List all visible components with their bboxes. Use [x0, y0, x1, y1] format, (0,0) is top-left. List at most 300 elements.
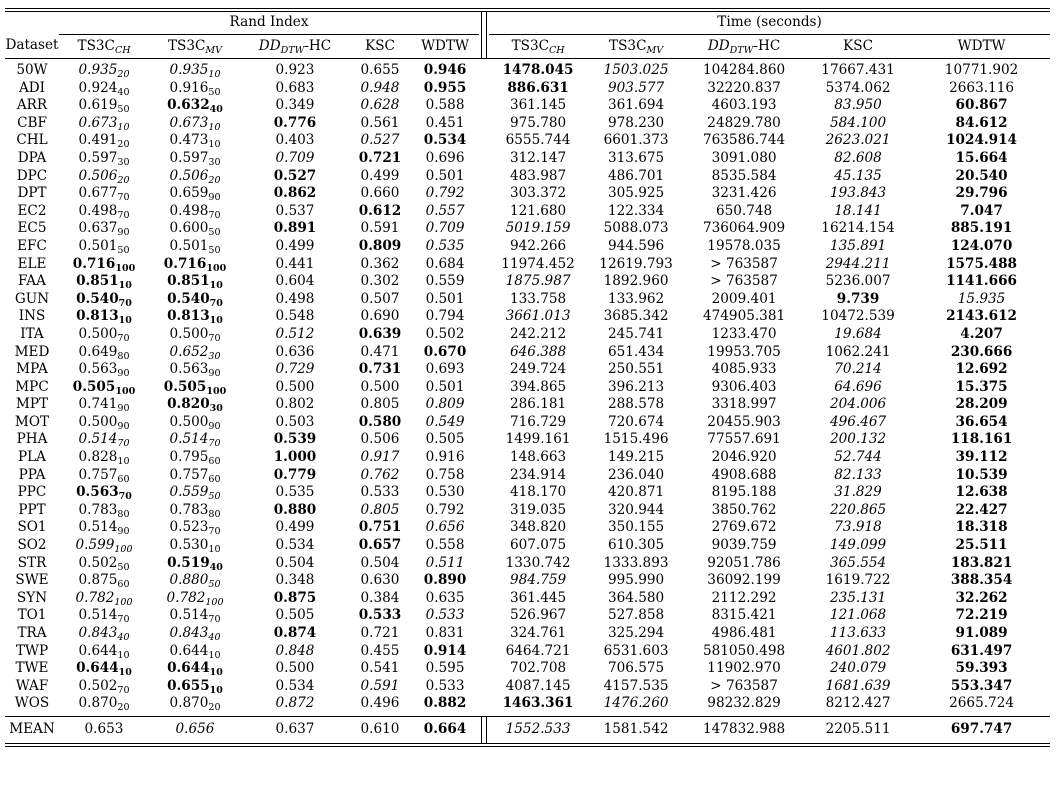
- time-cell: 245.741: [607, 325, 665, 342]
- table-row: [5, 537, 1050, 555]
- mean-time-cell: 147832.988: [702, 721, 786, 738]
- time-cell: 483.987: [509, 167, 567, 184]
- time-cell: 1463.361: [502, 695, 574, 712]
- table-row: [5, 590, 1050, 608]
- rand-index-cell: 0.872: [275, 695, 315, 712]
- rand-index-cell: 0.948: [360, 79, 400, 96]
- time-cell: 312.147: [509, 149, 567, 166]
- time-cell: 15.375: [955, 378, 1008, 395]
- time-cell: 313.675: [607, 149, 665, 166]
- rand-index-cell: $0.619_{50}$: [78, 97, 130, 116]
- time-cell: 8535.584: [711, 167, 777, 184]
- time-cell: 2665.724: [949, 695, 1014, 712]
- time-cell: 984.759: [509, 572, 567, 589]
- time-cell: > 763587: [710, 677, 778, 694]
- table-row: [5, 396, 1050, 414]
- rand-index-cell: 0.636: [275, 343, 315, 360]
- column-header-rand-ts3cch: $TS3C_{CH}$: [77, 37, 131, 56]
- time-cell: 133.962: [607, 290, 665, 307]
- time-cell: 394.865: [509, 378, 567, 395]
- mean-time-cell: 697.747: [950, 721, 1013, 738]
- column-header-rand-ts3cmv: $TS3C_{MV}$: [167, 37, 223, 56]
- rand-index-cell: 0.612: [358, 202, 402, 219]
- time-cell: 9.739: [836, 290, 880, 307]
- rand-index-cell: 0.776: [273, 114, 317, 131]
- rand-index-cell: $0.820_{30}$: [167, 396, 223, 415]
- table-row: [5, 308, 1050, 326]
- time-cell: 9039.759: [711, 537, 777, 554]
- rand-index-cell: $0.519_{40}$: [167, 554, 223, 573]
- rand-index-cell: $0.659_{90}$: [169, 185, 221, 204]
- rand-index-cell: $0.514_{90}$: [78, 519, 130, 538]
- time-cell: 149.099: [829, 537, 887, 554]
- time-cell: 6464.721: [505, 642, 571, 659]
- rand-index-cell: $0.880_{50}$: [169, 572, 221, 591]
- dataset-name-cell: SYN: [16, 589, 48, 606]
- rand-index-cell: 0.506: [360, 431, 400, 448]
- rand-index-cell: $0.644_{10}$: [78, 642, 130, 661]
- rand-index-cell: 0.500: [360, 378, 400, 395]
- dataset-name-cell: CBF: [17, 114, 47, 131]
- rand-index-cell: $0.563_{90}$: [169, 361, 221, 380]
- rand-index-cell: 0.670: [423, 343, 467, 360]
- time-cell: 942.266: [509, 237, 567, 254]
- time-cell: 320.944: [607, 501, 665, 518]
- time-cell: 526.967: [509, 607, 567, 624]
- time-cell: 1330.742: [505, 554, 571, 571]
- rand-index-cell: $0.498_{70}$: [78, 202, 130, 221]
- column-separator: [479, 80, 489, 98]
- time-cell: 361.694: [607, 97, 665, 114]
- time-cell: 19578.035: [707, 237, 781, 254]
- time-cell: 2769.672: [711, 519, 777, 536]
- column-separator: [479, 115, 489, 133]
- rand-index-cell: 0.505: [425, 431, 465, 448]
- dataset-name-cell: INS: [18, 308, 46, 325]
- rand-index-cell: $0.916_{50}$: [169, 79, 221, 98]
- rand-index-cell: 0.890: [423, 572, 467, 589]
- dataset-name-cell: ELE: [17, 255, 47, 272]
- rand-index-cell: $0.563_{70}$: [76, 484, 132, 503]
- time-cell: 2112.292: [711, 589, 777, 606]
- time-cell: 324.761: [509, 625, 567, 641]
- table-row: [5, 431, 1050, 449]
- rand-index-cell: $0.782_{100}$: [166, 589, 224, 608]
- rand-index-cell: 0.792: [425, 185, 465, 202]
- dataset-name-cell: PPC: [17, 484, 47, 501]
- column-separator: [479, 256, 489, 274]
- rand-index-cell: $0.501_{50}$: [169, 237, 221, 256]
- rand-index-cell: 0.660: [360, 185, 400, 202]
- mean-rand-index-cell: 0.664: [423, 721, 467, 738]
- rand-index-cell: $0.783_{80}$: [169, 501, 221, 520]
- table-row: [5, 256, 1050, 274]
- rand-index-cell: $0.506_{20}$: [169, 167, 221, 186]
- column-separator: [479, 59, 489, 80]
- rand-index-cell: 0.537: [275, 202, 315, 219]
- rand-index-cell: $0.649_{80}$: [78, 343, 130, 362]
- rand-index-cell: 0.496: [360, 695, 400, 712]
- column-header-time-ts3cmv: $TS3C_{MV}$: [609, 37, 664, 56]
- time-cell: 286.181: [509, 396, 567, 413]
- time-cell: 12.692: [955, 361, 1008, 378]
- rand-index-cell: 0.561: [360, 114, 400, 131]
- time-cell: 204.006: [829, 396, 887, 413]
- rand-index-cell: 0.946: [423, 62, 467, 78]
- rand-index-cell: 0.548: [275, 308, 315, 325]
- rand-index-cell: 0.349: [275, 97, 315, 114]
- rand-index-cell: 0.875: [273, 589, 317, 606]
- time-cell: 3091.080: [711, 149, 777, 166]
- rand-index-cell: $0.644_{10}$: [76, 660, 132, 679]
- column-separator: [479, 379, 489, 397]
- dataset-name-cell: ARR: [16, 97, 48, 114]
- time-cell: 706.575: [607, 660, 665, 677]
- rand-index-cell: $0.559_{50}$: [169, 484, 221, 503]
- time-cell: 121.068: [829, 607, 887, 624]
- column-separator: [479, 396, 489, 414]
- time-cell: 11902.970: [707, 660, 781, 677]
- time-cell: 200.132: [829, 431, 887, 448]
- rand-index-cell: 0.498: [275, 290, 315, 307]
- rand-index-cell: 0.499: [275, 237, 315, 254]
- rand-index-cell: 0.794: [425, 308, 465, 325]
- rand-index-cell: 0.655: [360, 62, 400, 78]
- time-cell: 5088.073: [603, 220, 669, 237]
- rand-index-cell: 0.499: [275, 519, 315, 536]
- time-cell: 3685.342: [603, 308, 669, 325]
- rand-index-cell: $0.506_{20}$: [78, 167, 130, 186]
- table-row: [5, 80, 1050, 98]
- rand-index-cell: 0.805: [360, 501, 400, 518]
- rand-index-cell: 0.917: [360, 449, 400, 466]
- time-cell: 98232.829: [707, 695, 781, 712]
- rand-index-cell: $0.514_{70}$: [169, 607, 221, 626]
- table-row: [5, 414, 1050, 432]
- time-cell: 995.990: [607, 572, 665, 589]
- rand-index-cell: $0.502_{50}$: [78, 554, 130, 573]
- column-separator: [479, 484, 489, 502]
- time-cell: 72.219: [955, 607, 1008, 624]
- table-row: [5, 660, 1050, 678]
- time-cell: 9306.403: [711, 378, 777, 395]
- column-header-rand-ksc: KSC: [365, 37, 395, 54]
- time-cell: 20455.903: [707, 413, 781, 430]
- table-row: [5, 502, 1050, 520]
- rand-index-cell: 0.504: [275, 554, 315, 571]
- rand-index-cell: 0.731: [358, 361, 402, 378]
- dataset-name-cell: DPT: [17, 185, 47, 202]
- table-row: [5, 59, 1050, 80]
- rand-index-cell: $0.644_{10}$: [169, 642, 221, 661]
- time-cell: 4986.481: [711, 625, 777, 641]
- rand-index-cell: 0.762: [360, 466, 400, 483]
- rand-index-cell: $0.540_{70}$: [167, 290, 223, 309]
- time-cell: 581050.498: [702, 642, 786, 659]
- rand-index-cell: 0.916: [425, 449, 465, 466]
- time-cell: 59.393: [955, 660, 1008, 677]
- time-cell: 319.035: [509, 501, 567, 518]
- rand-index-cell: 0.657: [358, 537, 402, 554]
- rand-index-cell: $0.600_{50}$: [169, 220, 221, 239]
- column-separator: [479, 414, 489, 432]
- mean-rand-index-cell: 0.610: [360, 721, 400, 738]
- table-row: [5, 572, 1050, 590]
- rand-index-cell: 0.758: [425, 466, 465, 483]
- time-cell: 230.666: [950, 343, 1013, 360]
- rand-index-cell: 0.709: [425, 220, 465, 237]
- dataset-name-cell: MPA: [16, 361, 48, 378]
- time-cell: 903.577: [607, 79, 665, 96]
- rand-index-cell: 0.882: [423, 695, 467, 712]
- column-separator: [479, 168, 489, 186]
- rand-index-cell: 0.499: [360, 167, 400, 184]
- time-cell: > 763587: [710, 255, 778, 272]
- rand-index-cell: $0.935_{10}$: [169, 62, 221, 80]
- time-cell: 25.511: [955, 537, 1008, 554]
- column-separator: [479, 361, 489, 379]
- time-cell: 20.540: [955, 167, 1008, 184]
- time-cell: 29.796: [955, 185, 1008, 202]
- time-cell: 702.708: [509, 660, 567, 677]
- time-cell: 4157.535: [603, 677, 669, 694]
- column-header-time-wdtw: WDTW: [957, 37, 1006, 54]
- time-cell: 10.539: [955, 466, 1008, 483]
- time-cell: 77557.691: [707, 431, 781, 448]
- time-cell: 104284.860: [702, 62, 786, 78]
- time-cell: 1499.161: [505, 431, 571, 448]
- rand-index-cell: 0.604: [275, 273, 315, 290]
- rand-index-cell: $0.757_{60}$: [169, 466, 221, 485]
- time-cell: 646.388: [509, 343, 567, 360]
- column-separator: [479, 431, 489, 449]
- time-cell: 18.318: [955, 519, 1008, 536]
- time-cell: 650.748: [715, 202, 773, 219]
- rand-index-cell: $0.500_{70}$: [169, 325, 221, 344]
- time-cell: 83.950: [834, 97, 882, 114]
- time-cell: 124.070: [950, 237, 1013, 254]
- column-separator: [479, 467, 489, 485]
- rand-index-cell: 0.533: [425, 677, 465, 694]
- table-row: [5, 238, 1050, 256]
- rand-index-cell: $0.924_{40}$: [78, 79, 130, 98]
- rand-index-cell: 0.635: [425, 589, 465, 606]
- rand-index-cell: $0.795_{60}$: [169, 449, 221, 468]
- rand-index-cell: 0.507: [360, 290, 400, 307]
- time-cell: 19.684: [834, 325, 882, 342]
- rand-index-cell: 0.891: [273, 220, 317, 237]
- rand-index-cell: 0.588: [425, 97, 465, 114]
- time-cell: 60.867: [955, 97, 1008, 114]
- time-cell: 2046.920: [711, 449, 777, 466]
- dataset-name-cell: PPT: [18, 501, 46, 518]
- rand-index-cell: $0.782_{100}$: [75, 589, 133, 608]
- time-cell: 553.347: [950, 677, 1013, 694]
- time-cell: 8195.188: [711, 484, 777, 501]
- rand-index-cell: 0.729: [275, 361, 315, 378]
- time-cell: 91.089: [955, 625, 1008, 641]
- rand-index-cell: 0.557: [425, 202, 465, 219]
- rand-index-cell: $0.597_{30}$: [169, 149, 221, 168]
- rand-index-cell: $0.500_{90}$: [78, 413, 130, 432]
- rand-index-cell: 0.451: [425, 114, 465, 131]
- time-cell: 978.230: [607, 114, 665, 131]
- rand-index-cell: 0.656: [425, 519, 465, 536]
- column-separator: [479, 449, 489, 467]
- time-cell: 24829.780: [707, 114, 781, 131]
- column-separator: [479, 238, 489, 256]
- time-cell: 36.654: [955, 413, 1008, 430]
- rand-index-cell: $0.501_{50}$: [78, 237, 130, 256]
- rand-index-cell: 0.533: [358, 607, 402, 624]
- time-cell: 1062.241: [825, 343, 891, 360]
- time-cell: 2623.021: [825, 132, 891, 149]
- rand-index-cell: $0.514_{70}$: [78, 607, 130, 626]
- rand-index-cell: 0.505: [275, 607, 315, 624]
- time-cell: 18.141: [834, 202, 882, 219]
- time-cell: 496.467: [829, 413, 887, 430]
- table-row: [5, 625, 1050, 643]
- table-row: [5, 220, 1050, 238]
- dataset-name-cell: 50W: [16, 62, 48, 78]
- mean-rand-index-cell: 0.656: [175, 721, 215, 738]
- rand-index-cell: 0.558: [425, 537, 465, 554]
- time-cell: 486.701: [607, 167, 665, 184]
- time-cell: 1476.260: [603, 695, 669, 712]
- mean-time-cell: 1552.533: [505, 721, 571, 738]
- rand-index-cell: $0.828_{10}$: [78, 449, 130, 468]
- column-separator: [479, 273, 489, 291]
- rand-index-cell: $0.540_{70}$: [76, 290, 132, 309]
- rand-index-cell: $0.502_{70}$: [78, 677, 130, 696]
- time-cell: 6555.744: [505, 132, 571, 149]
- rand-index-cell: 0.809: [358, 237, 402, 254]
- time-cell: 242.212: [509, 325, 567, 342]
- rand-index-cell: $0.563_{90}$: [78, 361, 130, 380]
- rand-index-cell: 0.628: [360, 97, 400, 114]
- time-cell: 15.664: [955, 149, 1008, 166]
- time-cell: 396.213: [607, 378, 665, 395]
- time-cell: 220.865: [829, 501, 887, 518]
- dataset-name-cell: PHA: [16, 431, 48, 448]
- time-cell: 4601.802: [825, 642, 891, 659]
- table-row: [5, 97, 1050, 115]
- rand-index-cell: $0.644_{10}$: [167, 660, 223, 679]
- time-cell: 148.663: [509, 449, 567, 466]
- time-cell: 1681.639: [825, 677, 891, 694]
- dataset-name-cell: EFC: [17, 237, 47, 254]
- time-cell: 305.925: [607, 185, 665, 202]
- time-cell: 135.891: [829, 237, 887, 254]
- time-cell: 5019.159: [505, 220, 571, 237]
- time-cell: 3231.426: [711, 185, 777, 202]
- rand-index-cell: 0.802: [275, 396, 315, 413]
- time-cell: 361.145: [509, 97, 567, 114]
- time-cell: 5374.062: [825, 79, 891, 96]
- table-row: [5, 519, 1050, 537]
- rand-index-cell: 1.000: [273, 449, 317, 466]
- rand-index-cell: $0.673_{10}$: [169, 114, 221, 133]
- dataset-name-cell: FAA: [18, 273, 46, 290]
- time-cell: 39.112: [955, 449, 1008, 466]
- time-cell: 73.918: [834, 519, 882, 536]
- column-separator: [479, 519, 489, 537]
- time-cell: 1515.496: [603, 431, 669, 448]
- time-cell: 2009.401: [711, 290, 777, 307]
- time-cell: 6531.603: [603, 642, 669, 659]
- time-cell: 133.758: [509, 290, 567, 307]
- time-cell: 240.079: [829, 660, 887, 677]
- rand-index-cell: $0.599_{100}$: [75, 537, 133, 556]
- time-cell: 303.372: [509, 185, 567, 202]
- column-header-dataset: Dataset: [5, 37, 59, 54]
- column-header-rand-dddtw: $DD_{DTW}-HC$: [258, 37, 332, 56]
- table-row: [5, 203, 1050, 221]
- time-cell: 19953.705: [707, 343, 781, 360]
- bottom-double-rule: [5, 743, 1050, 747]
- column-separator: [479, 291, 489, 309]
- time-cell: 10472.539: [821, 308, 895, 325]
- column-separator: [479, 150, 489, 168]
- rand-index-cell: 0.792: [425, 501, 465, 518]
- rand-index-cell: 0.831: [425, 625, 465, 641]
- time-cell: 610.305: [607, 537, 665, 554]
- mean-label: MEAN: [9, 721, 55, 738]
- table-row: [5, 449, 1050, 467]
- time-cell: 7.047: [960, 202, 1003, 219]
- table-row: [5, 361, 1050, 379]
- column-separator: [479, 344, 489, 362]
- time-cell: 113.633: [829, 625, 887, 641]
- time-cell: 2944.211: [825, 255, 891, 272]
- table-row: [5, 168, 1050, 186]
- time-cell: 4.207: [960, 325, 1003, 342]
- rand-index-cell: $0.637_{90}$: [78, 220, 130, 239]
- time-cell: 12619.793: [599, 255, 673, 272]
- time-cell: 527.858: [607, 607, 665, 624]
- time-cell: 763586.744: [702, 132, 786, 149]
- time-cell: 1478.045: [502, 62, 574, 78]
- mean-rand-index-cell: 0.653: [84, 721, 124, 738]
- rand-index-cell: $0.716_{100}$: [163, 255, 227, 274]
- time-cell: 235.131: [829, 589, 887, 606]
- rand-index-cell: 0.348: [275, 572, 315, 589]
- dataset-name-cell: SWE: [15, 572, 49, 589]
- time-cell: 3318.997: [711, 396, 777, 413]
- time-cell: 288.578: [607, 396, 665, 413]
- dataset-name-cell: TO1: [17, 607, 47, 624]
- rand-index-cell: 0.559: [425, 273, 465, 290]
- time-cell: 92051.786: [707, 554, 781, 571]
- table-row: [5, 185, 1050, 203]
- rand-index-cell: 0.455: [360, 642, 400, 659]
- table-row: [5, 326, 1050, 344]
- time-cell: 350.155: [607, 519, 665, 536]
- dataset-name-cell: TWP: [15, 642, 49, 659]
- time-cell: 975.780: [509, 114, 567, 131]
- dataset-name-cell: SO1: [17, 519, 47, 536]
- rand-index-cell: 0.384: [360, 589, 400, 606]
- rand-index-cell: 0.534: [275, 537, 315, 554]
- rand-index-cell: 0.549: [425, 413, 465, 430]
- rand-index-cell: $0.514_{70}$: [78, 431, 130, 450]
- dataset-name-cell: MPT: [15, 396, 49, 413]
- rand-index-cell: 0.751: [358, 519, 402, 536]
- time-cell: 236.040: [607, 466, 665, 483]
- time-cell: 32.262: [955, 589, 1008, 606]
- time-cell: 82.608: [834, 149, 882, 166]
- rand-index-cell: 0.639: [358, 325, 402, 342]
